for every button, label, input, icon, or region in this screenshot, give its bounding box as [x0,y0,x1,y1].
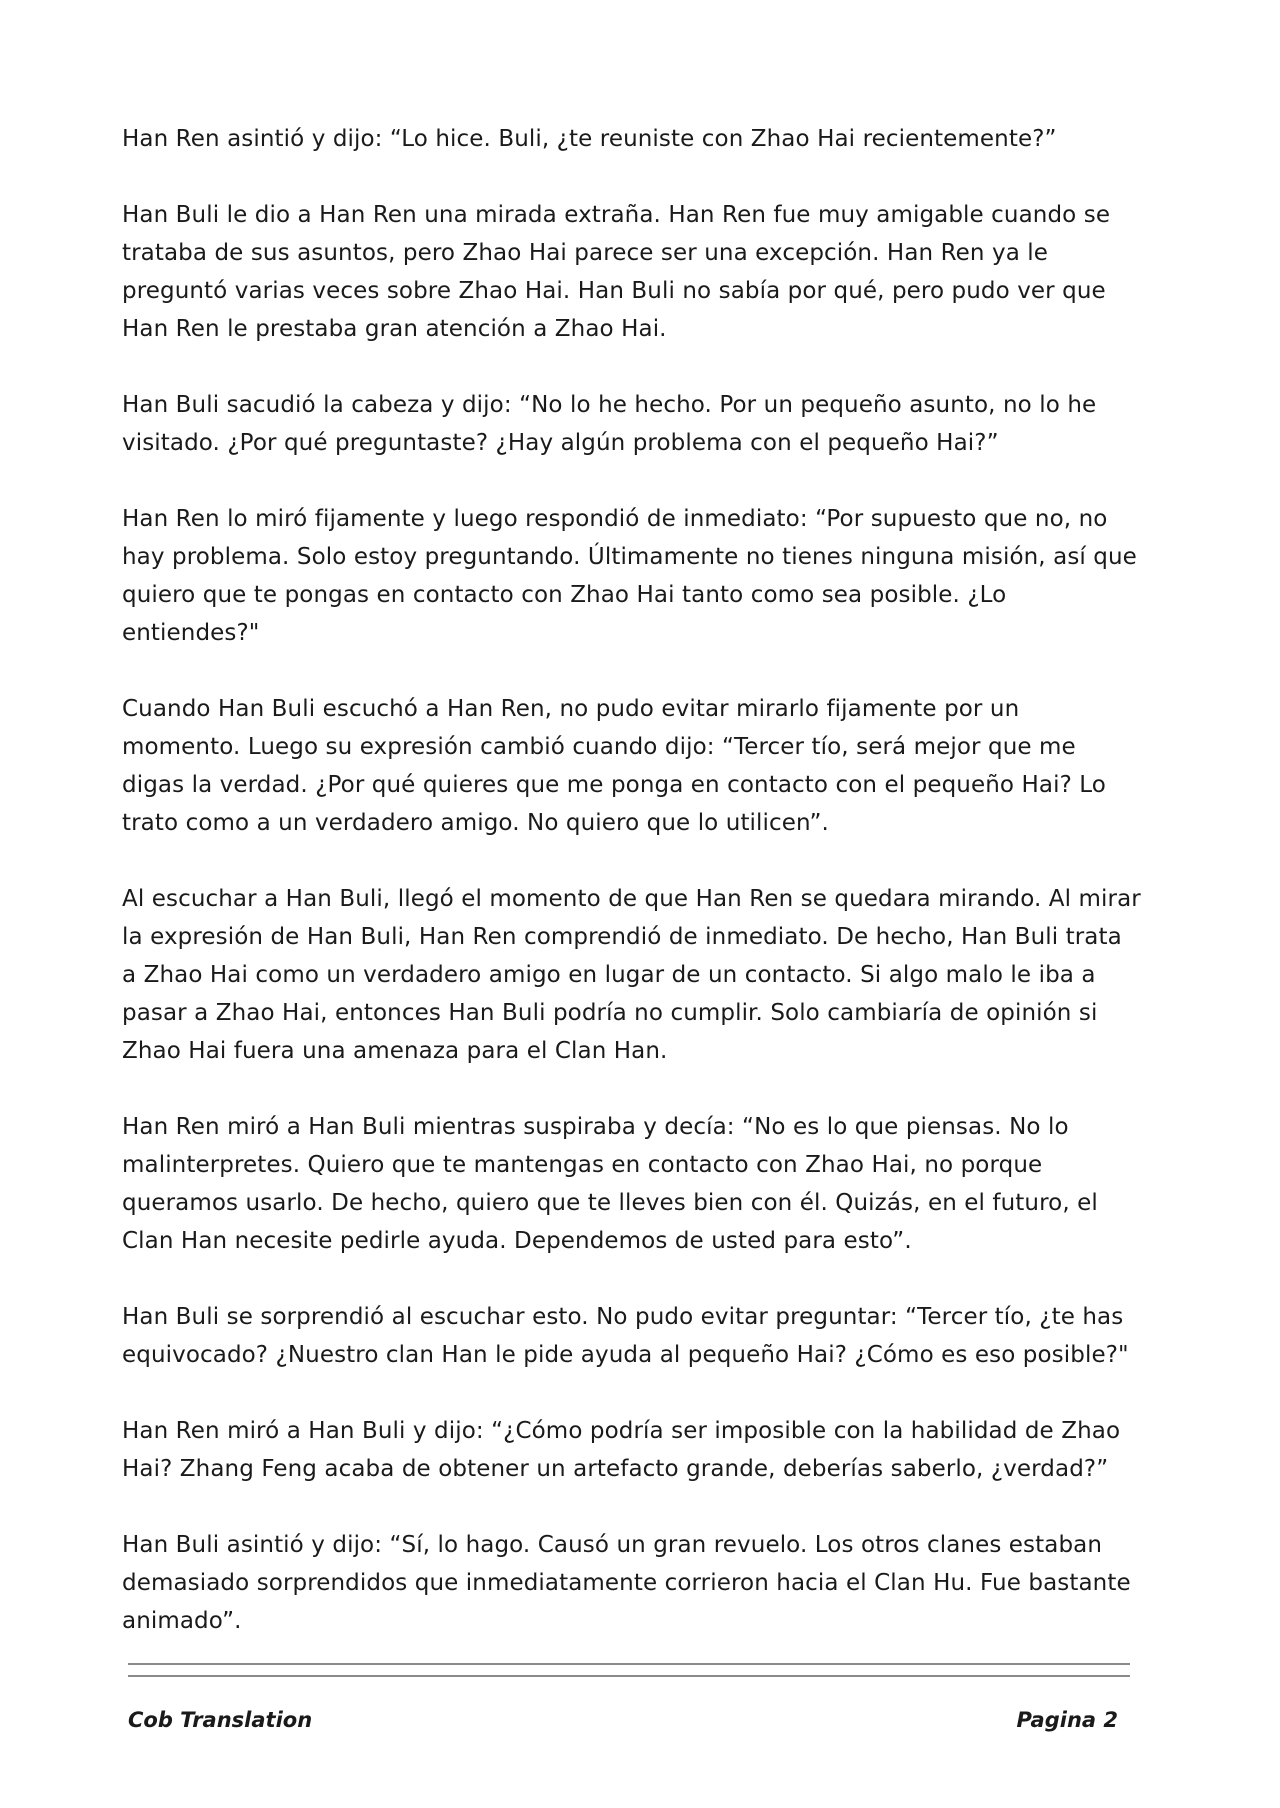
body-text [122,120,1142,1678]
footer-source-label: Cob Translation [128,1708,313,1732]
paragraph: Han Buli sacudió la cabeza y dijo: “No lo he hecho. Por un pequeño asunto, no lo he visitado. ¿Por qué preguntaste? ¿Hay algún problema con el pequeño Hai?” [122,392,1097,456]
paragraph: Han Ren miró a Han Buli y dijo: “¿Cómo podría ser imposible con la habilidad de Zhao Hai? Zhang Feng acaba de obtener un artefacto grande, deberías saberlo, ¿verdad?” [122,1418,1121,1482]
paragraph: Cuando Han Buli escuchó a Han Ren, no pudo evitar mirarlo fijamente por un momento. Luego su expresión cambió cuando dijo: “Tercer tío, será mejor que me digas la verdad. ¿Por qué quieres que me ponga en contacto con el pequeño Hai? Lo trato como a un verdadero amigo. No quiero que lo utilicen”. [122,696,1106,836]
footer-divider [128,1663,1130,1665]
paragraph: Han Buli asintió y dijo: “Sí, lo hago. Causó un gran revuelo. Los otros clanes estaban demasiado sorprendidos que inmediatamente corrieron hacia el Clan Hu. Fue bastante animado”. [122,1532,1131,1634]
paragraph: Al escuchar a Han Buli, llegó el momento de que Han Ren se quedara mirando. Al mirar la expresión de Han Buli, Han Ren comprendió de inmediato. De hecho, Han Buli trata a Zhao Hai como un verdadero amigo en lugar de un contacto. Si algo malo le iba a pasar a Zhao Hai, entonces Han Buli podría no cumplir. Solo cambiaría de opinión si Zhao Hai fuera una amenaza para el Clan Han. [122,886,1141,1064]
paragraph: Han Ren miró a Han Buli mientras suspiraba y decía: “No es lo que piensas. No lo malinterpretes. Quiero que te mantengas en contacto con Zhao Hai, no porque queramos usarlo. De hecho, quiero que te lleves bien con él. Quizás, en el futuro, el Clan Han necesite pedirle ayuda. Dependemos de usted para esto”. [122,1114,1098,1254]
footer-divider [128,1675,1130,1677]
paragraph: Han Buli le dio a Han Ren una mirada extraña. Han Ren fue muy amigable cuando se trataba de sus asuntos, pero Zhao Hai parece ser una excepción. Han Ren ya le preguntó varias veces sobre Zhao Hai. Han Buli no sabía por qué, pero pudo ver que Han Ren le prestaba gran atención a Zhao Hai. [122,202,1111,342]
paragraph: Han Ren lo miró fijamente y luego respondió de inmediato: “Por supuesto que no, no hay problema. Solo estoy preguntando. Últimamente no tienes ninguna misión, así que quiero que te pongas en contacto con Zhao Hai tanto como sea posible. ¿Lo entiendes?" [122,506,1137,646]
paragraph: Han Buli se sorprendió al escuchar esto. No pudo evitar preguntar: “Tercer tío, ¿te has equivocado? ¿Nuestro clan Han le pide ayuda al pequeño Hai? ¿Cómo es eso posible?" [122,1304,1129,1368]
paragraph: Han Ren asintió y dijo: “Lo hice. Buli, ¿te reuniste con Zhao Hai recientemente?” [122,126,1057,152]
footer-page-number: Pagina 2 [1016,1708,1118,1732]
